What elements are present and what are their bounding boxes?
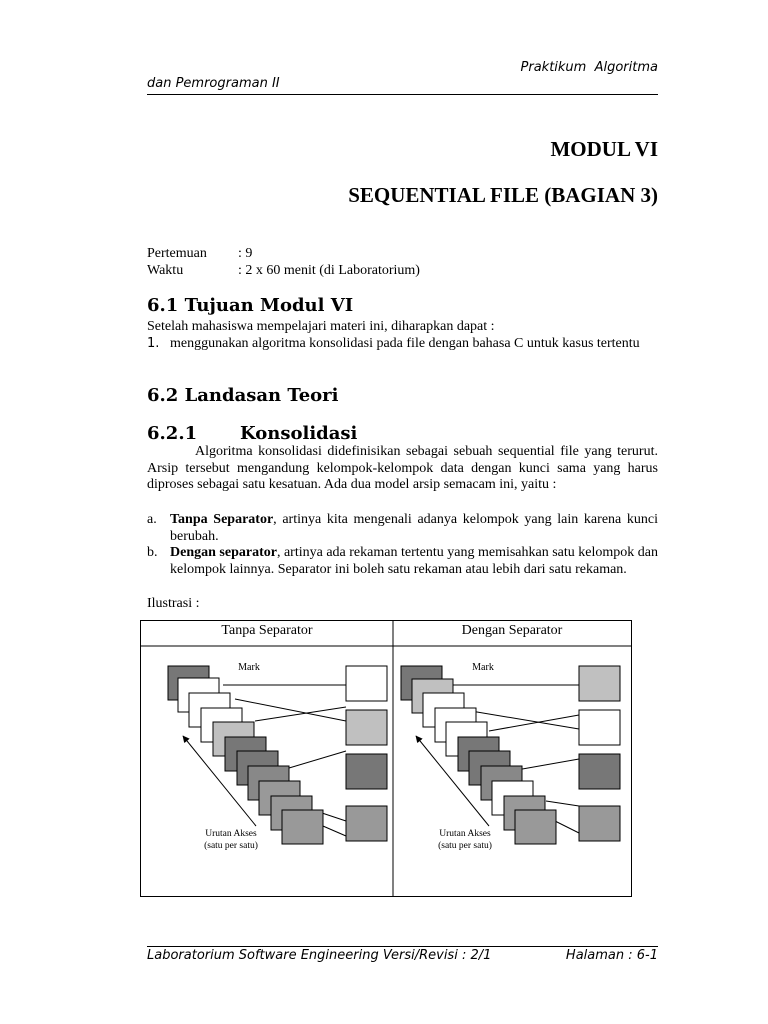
result-box [579,754,620,789]
result-box [579,710,620,745]
meeting-value: : 9 [238,246,253,261]
footer-page-number: Halaman : 6-1 [565,948,658,963]
list-marker: a. [147,512,157,527]
subsection-title: Konsolidasi [240,423,358,444]
left-panel-diagram [168,662,387,851]
model-item-text [170,512,658,545]
result-box [346,806,387,841]
right-panel-diagram [401,662,620,851]
result-box [579,806,620,841]
result-box [579,666,620,701]
model-item-b [147,545,658,578]
result-box [346,710,387,745]
model-item-rest: , artinya ada rekaman tertentu yang memisahkan satu kelompok dan kelompok lainnya. Separator ini boleh satu rekaman atau lebih dari satu rekaman. [170,545,659,577]
meeting-label: Pertemuan [147,246,207,261]
subsection-number: 6.2.1 [147,423,198,444]
header-course-line2: dan Pemrograman II [147,76,280,91]
record-box [282,810,323,844]
illustration-figure [140,620,632,897]
list-marker: b. [147,545,158,560]
illustration-label: Ilustrasi : [147,596,200,611]
model-item-a [147,512,658,545]
record-box [515,810,556,844]
result-box [346,666,387,701]
mark-label: Mark [238,662,260,673]
time-label: Waktu [147,263,184,278]
access-order-sublabel: (satu per satu) [204,841,258,851]
time-value: : 2 x 60 menit (di Laboratorium) [238,263,420,278]
illustration-svg [141,621,631,896]
model-item-bold: Tanpa Separator [170,512,274,527]
module-title: MODUL VI [550,137,658,161]
list-marker: 1. [147,336,160,351]
mark-label: Mark [472,662,494,673]
footer-rule [147,946,658,947]
section-heading-6-2: 6.2 Landasan Teori [147,385,339,406]
access-order-sublabel: (satu per satu) [438,841,492,851]
access-order-label: Urutan Akses [439,829,491,839]
consolidation-paragraph: Algoritma konsolidasi didefinisikan sebagai sebuah sequential file yang terurut. Arsip tersebut mengandung kelompok-kelompok data dengan kunci sama yang harus diproses sebagai satu kesatuan. Ada dua model arsip semacam ini, yaitu : [147,444,658,492]
result-box [346,754,387,789]
model-item-bold: Dengan separator [170,545,277,560]
model-item-text [170,545,658,578]
footer-left: Laboratorium Software Engineering Versi/Revisi : 2/1 [147,948,492,963]
module-subtitle: SEQUENTIAL FILE (BAGIAN 3) [348,183,658,207]
objective-text: menggunakan algoritma konsolidasi pada file dengan bahasa C untuk kasus tertentu [170,336,640,351]
header-course-line1: Praktikum Algoritma [520,60,658,75]
model-item-rest: , artinya kita mengenali adanya kelompok yang lain karena kunci berubah. [170,512,658,544]
section-heading-6-1: 6.1 Tujuan Modul VI [147,295,354,316]
header-rule [147,94,658,95]
left-panel-title: Tanpa Separator [221,623,313,638]
access-order-label: Urutan Akses [205,829,257,839]
objective-item [147,336,658,353]
section-intro: Setelah mahasiswa mempelajari materi ini, diharapkan dapat : [147,319,495,334]
right-panel-title: Dengan Separator [461,623,563,638]
